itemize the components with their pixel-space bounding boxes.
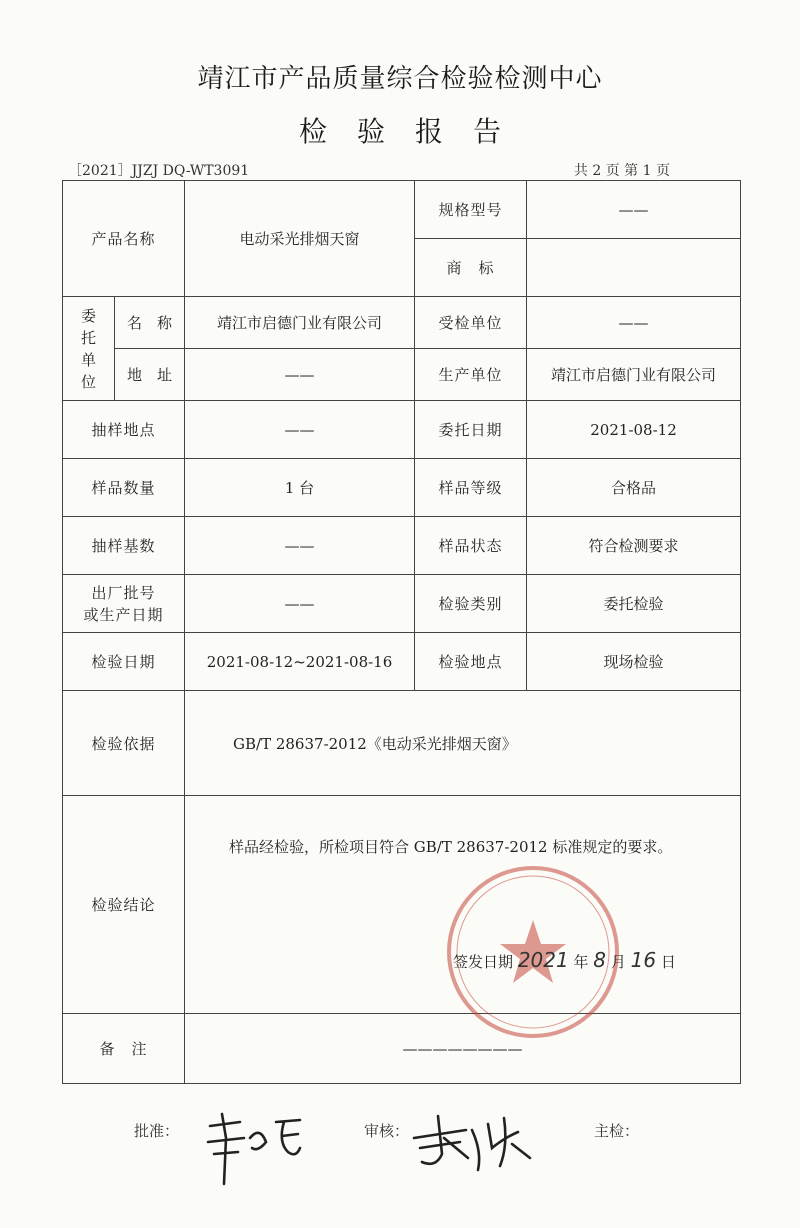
report-table [62, 180, 741, 1084]
inspection-place-value: 现场检验 [527, 633, 741, 691]
conclusion-cell [185, 796, 741, 1014]
report-title: 检验报告 [298, 115, 531, 148]
issue-day: 16 [630, 948, 657, 972]
remarks-label: 备 注 [63, 1014, 185, 1084]
reviewer-signature-icon [408, 1108, 538, 1178]
sampling-place-value: —— [185, 401, 415, 459]
approver-signature-icon [200, 1108, 310, 1188]
batch-value: —— [185, 575, 415, 633]
client-name-label: 名 称 [115, 297, 185, 349]
issue-year: 2021 [517, 948, 569, 972]
report-number: ［2021］JJZJ DQ-WT3091 [68, 163, 250, 179]
inspection-type-label: 检验类别 [415, 575, 527, 633]
commission-date-value: 2021-08-12 [527, 401, 741, 459]
client-group-label: 委 托 单 位 [63, 297, 115, 401]
sample-grade-value: 合格品 [527, 459, 741, 517]
issue-date: 签发日期 2021 年 8 月 16 日 [453, 948, 676, 972]
sample-state-label: 样品状态 [415, 517, 527, 575]
approve-label: 批准： [134, 1122, 180, 1140]
producer-value: 靖江市启德门业有限公司 [527, 349, 741, 401]
product-name-label: 产品名称 [63, 181, 185, 297]
inspection-date-value: 2021-08-12~2021-08-16 [185, 633, 415, 691]
sample-state-value: 符合检测要求 [527, 517, 741, 575]
trademark-value [527, 239, 741, 297]
sample-qty-label: 样品数量 [63, 459, 185, 517]
inspected-unit-label: 受检单位 [415, 297, 527, 349]
producer-label: 生产单位 [415, 349, 527, 401]
product-name-value: 电动采光排烟天窗 [185, 181, 415, 297]
organization-title: 靖江市产品质量综合检验检测中心 [197, 64, 603, 94]
client-address-value: —— [185, 349, 415, 401]
conclusion-text: 样品经检验，所检项目符合 GB/T 28637-2012 标准规定的要求。 [229, 838, 673, 856]
sample-grade-label: 样品等级 [415, 459, 527, 517]
model-label: 规格型号 [415, 181, 527, 239]
basis-label: 检验依据 [63, 691, 185, 796]
basis-value: GB/T 28637-2012《电动采光排烟天窗》 [185, 691, 741, 796]
batch-label: 出厂批号 或生产日期 [63, 575, 185, 633]
sample-qty-value: 1 台 [185, 459, 415, 517]
signature-row [0, 1108, 800, 1198]
commission-date-label: 委托日期 [415, 401, 527, 459]
client-name-value: 靖江市启德门业有限公司 [185, 297, 415, 349]
issue-month: 8 [593, 948, 607, 972]
sampling-place-label: 抽样地点 [63, 401, 185, 459]
review-label: 审核： [364, 1122, 410, 1140]
conclusion-label: 检验结论 [63, 796, 185, 1014]
main-inspector-label: 主检： [594, 1122, 640, 1140]
inspection-place-label: 检验地点 [415, 633, 527, 691]
sampling-base-value: —— [185, 517, 415, 575]
client-address-label: 地 址 [115, 349, 185, 401]
model-value: —— [527, 181, 741, 239]
inspection-type-value: 委托检验 [527, 575, 741, 633]
inspected-unit-value: —— [527, 297, 741, 349]
trademark-label: 商 标 [415, 239, 527, 297]
page-info: 共 2 页 第 1 页 [573, 163, 670, 179]
inspection-date-label: 检验日期 [63, 633, 185, 691]
issue-date-label: 签发日期 [453, 953, 514, 971]
sampling-base-label: 抽样基数 [63, 517, 185, 575]
remarks-value: ———————— [185, 1014, 741, 1084]
